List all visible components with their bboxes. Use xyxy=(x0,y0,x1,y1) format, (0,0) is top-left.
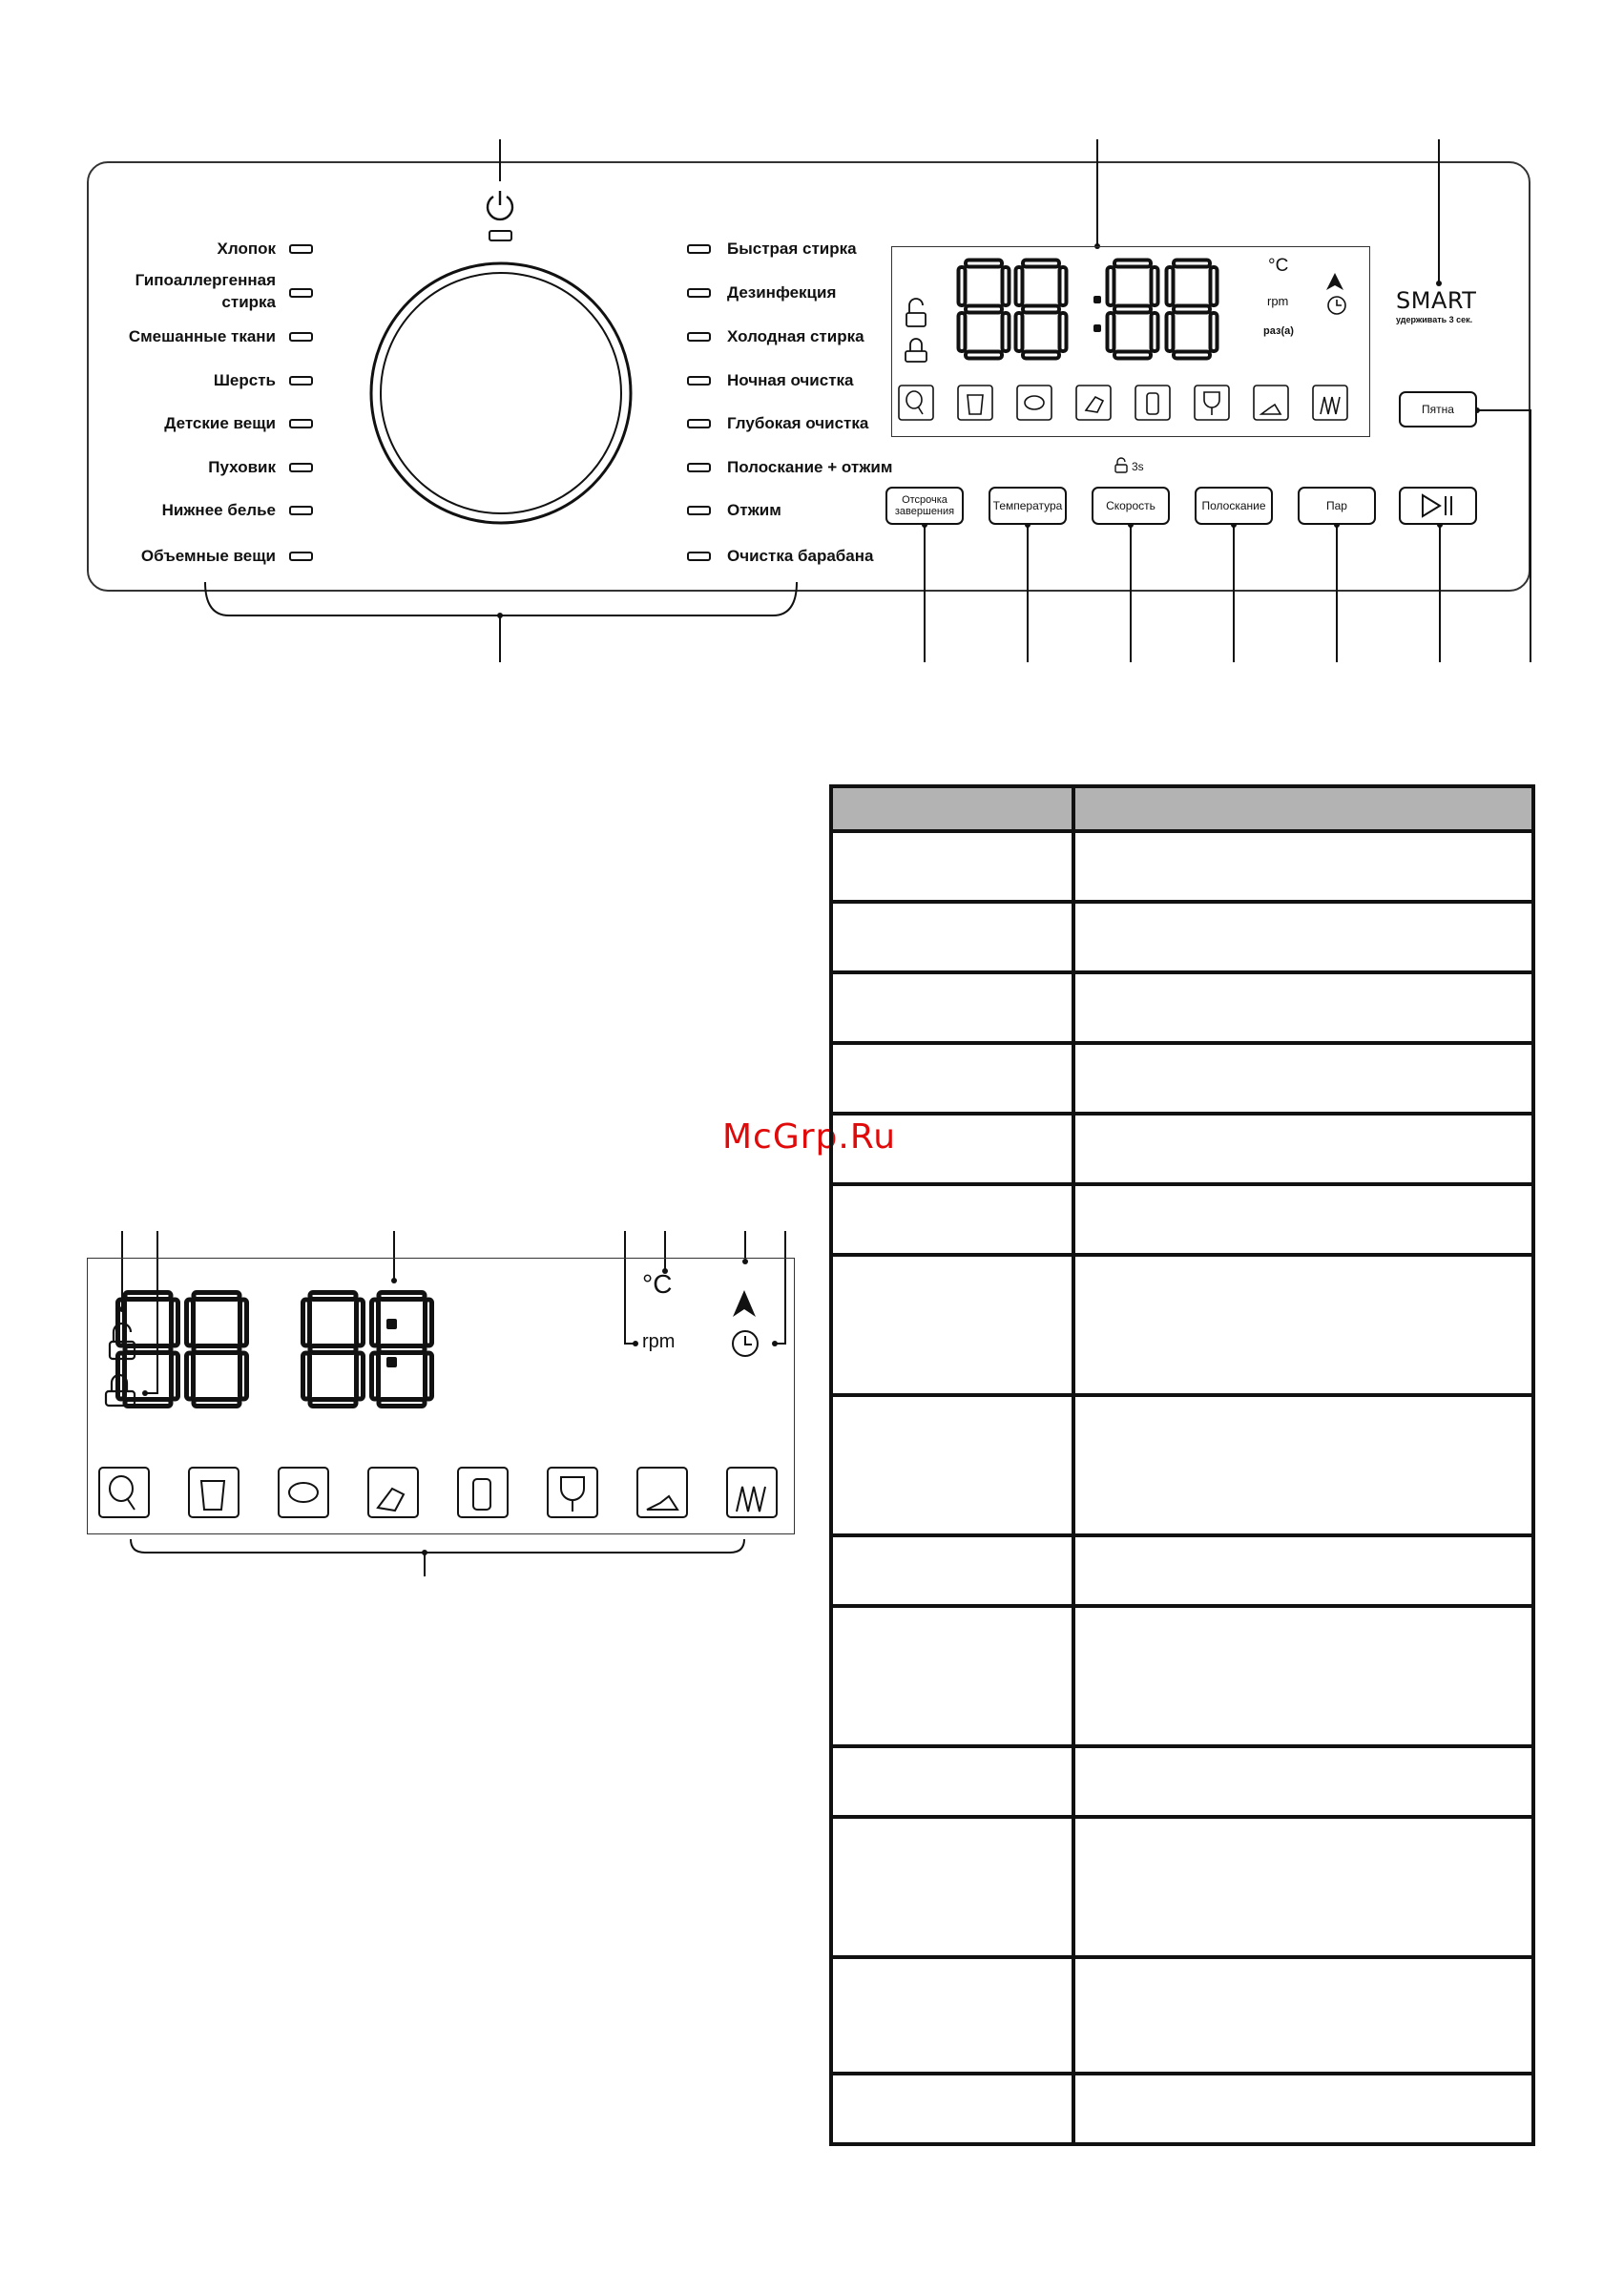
display-temp-unit: °C xyxy=(1268,256,1289,276)
program-label-wool: Шерсть xyxy=(213,371,276,389)
detail-display-graphics xyxy=(87,1258,795,1534)
table-row xyxy=(831,1606,1533,1746)
program-dial[interactable] xyxy=(367,260,635,527)
program-label-night: Ночная очистка xyxy=(727,371,854,389)
display-segment xyxy=(1114,261,1151,267)
detail-rpm-unit: rpm xyxy=(642,1331,676,1352)
auto-icon xyxy=(733,1290,756,1317)
program-label-down: Пуховик xyxy=(208,458,276,476)
program-led xyxy=(687,463,711,472)
program-led xyxy=(289,376,313,386)
display-segment xyxy=(1108,313,1114,351)
delay-finish-label-1: Отсрочка xyxy=(902,494,947,506)
display-segment xyxy=(1167,267,1174,305)
program-led xyxy=(289,506,313,515)
display-segment xyxy=(372,1300,379,1345)
display-segment xyxy=(1114,352,1151,359)
display-segment xyxy=(240,1353,247,1399)
program-label-rinse-spin: Полоскание + отжим xyxy=(727,458,893,476)
display-segment xyxy=(1016,313,1023,351)
display-segment xyxy=(1023,306,1059,313)
start-pause-button[interactable] xyxy=(1399,487,1477,525)
program-label-deep: Глубокая очистка xyxy=(727,414,869,432)
table-row xyxy=(831,972,1533,1043)
program-led xyxy=(687,552,711,561)
display-segment xyxy=(1167,313,1174,351)
program-led xyxy=(289,288,313,298)
display-speed-unit: rpm xyxy=(1267,294,1289,308)
display-segment xyxy=(172,1353,178,1399)
display-segment xyxy=(310,1293,356,1300)
table-row xyxy=(831,902,1533,972)
display-segment xyxy=(240,1300,247,1345)
delay-finish-button[interactable] xyxy=(885,487,964,525)
program-led xyxy=(289,332,313,342)
stains-button[interactable]: Пятна xyxy=(1399,391,1477,427)
display-segment xyxy=(1174,261,1210,267)
display-segment xyxy=(426,1353,432,1399)
display-segment xyxy=(1114,306,1151,313)
program-label-disinfection: Дезинфекция xyxy=(727,283,837,302)
display-segment xyxy=(1023,261,1059,267)
sauce-icon xyxy=(279,1468,328,1517)
table-row xyxy=(831,1817,1533,1957)
program-label-drum-clean: Очистка барабана xyxy=(727,547,874,565)
display-segment xyxy=(966,352,1002,359)
display-segment xyxy=(1152,267,1158,305)
program-label-baby: Детские вещи xyxy=(164,414,276,432)
program-led xyxy=(687,288,711,298)
table-row xyxy=(831,1114,1533,1184)
play-pause-icon xyxy=(1419,493,1457,518)
door-lock-icon xyxy=(906,339,927,362)
timer-icon xyxy=(733,1331,758,1356)
legend-table xyxy=(829,784,1535,2146)
display-segment xyxy=(959,267,966,305)
display-segment xyxy=(303,1353,310,1399)
power-led xyxy=(489,230,512,241)
display-segment xyxy=(1060,267,1067,305)
display-segment xyxy=(379,1346,425,1353)
display-segment xyxy=(1003,267,1010,305)
display-segment xyxy=(310,1400,356,1407)
display-segment xyxy=(187,1300,194,1345)
program-led xyxy=(289,552,313,561)
program-led xyxy=(289,419,313,428)
display-segment xyxy=(426,1300,432,1345)
display-segment xyxy=(966,261,1002,267)
program-led xyxy=(687,244,711,254)
display-segment xyxy=(125,1346,171,1353)
auto-icon xyxy=(1326,273,1343,290)
detail-temp-unit: °C xyxy=(642,1269,673,1299)
child-lock-icon xyxy=(1113,456,1132,475)
display-segment xyxy=(172,1300,178,1345)
program-label-spin: Отжим xyxy=(727,501,781,519)
drumstick-icon xyxy=(99,1468,149,1517)
timer-icon xyxy=(1328,297,1345,314)
display-rinse-unit: раз(а) xyxy=(1263,325,1294,337)
program-led xyxy=(687,376,711,386)
program-led xyxy=(289,463,313,472)
display-segment xyxy=(1023,352,1059,359)
display-segment xyxy=(966,306,1002,313)
program-label-cotton: Хлопок xyxy=(217,240,276,258)
display-segment xyxy=(357,1300,364,1345)
table-row xyxy=(831,1395,1533,1535)
display-segment xyxy=(372,1353,379,1399)
program-led xyxy=(687,332,711,342)
smart-hint: удерживать 3 сек. xyxy=(1396,315,1473,324)
display-segment xyxy=(125,1400,171,1407)
display-segment xyxy=(1211,267,1218,305)
program-label-cold: Холодная стирка xyxy=(727,327,864,345)
panel-display-graphics xyxy=(891,246,1368,437)
display-segment xyxy=(357,1353,364,1399)
display-segment xyxy=(194,1293,239,1300)
display-segment xyxy=(379,1293,425,1300)
display-segment xyxy=(1060,313,1067,351)
child-lock-icon xyxy=(906,299,926,326)
speed-button[interactable]: Скорость xyxy=(1092,487,1170,525)
display-segment xyxy=(1152,313,1158,351)
table-header-row xyxy=(831,786,1533,831)
program-label-mixed: Смешанные ткани xyxy=(128,327,276,345)
table-row xyxy=(831,1184,1533,1255)
display-segment xyxy=(125,1293,171,1300)
display-segment xyxy=(194,1400,239,1407)
table-row xyxy=(831,831,1533,902)
steam-button[interactable]: Пар xyxy=(1298,487,1376,525)
table-row xyxy=(831,2074,1533,2144)
table-row xyxy=(831,1957,1533,2074)
table-row xyxy=(831,1255,1533,1395)
program-label-hypoallergenic-2: стирка xyxy=(221,293,276,311)
delay-finish-label-2: завершения xyxy=(894,506,955,517)
display-segment xyxy=(1003,313,1010,351)
display-segment xyxy=(310,1346,356,1353)
table-row xyxy=(831,1535,1533,1606)
program-label-quick: Быстрая стирка xyxy=(727,240,857,258)
program-led xyxy=(687,506,711,515)
program-led xyxy=(289,244,313,254)
watermark: McGrp.Ru xyxy=(722,1117,897,1157)
table-row xyxy=(831,1043,1533,1114)
display-segment xyxy=(1016,267,1023,305)
display-segment xyxy=(959,313,966,351)
smart-title: SMART xyxy=(1396,287,1477,314)
display-segment xyxy=(303,1300,310,1345)
display-segment xyxy=(187,1353,194,1399)
display-segment xyxy=(1211,313,1218,351)
display-segment xyxy=(1108,267,1114,305)
temperature-button[interactable]: Температура xyxy=(989,487,1067,525)
display-segment xyxy=(379,1400,425,1407)
table-row xyxy=(831,1746,1533,1817)
lock-hint: 3s xyxy=(1132,460,1144,473)
display-segment xyxy=(1174,352,1210,359)
rinse-button[interactable]: Полоскание xyxy=(1195,487,1273,525)
program-led xyxy=(687,419,711,428)
power-icon[interactable] xyxy=(484,189,516,221)
program-label-bulky: Объемные вещи xyxy=(140,547,276,565)
display-segment xyxy=(1174,306,1210,313)
program-label-underwear: Нижнее белье xyxy=(161,501,276,519)
display-segment xyxy=(194,1346,239,1353)
program-label-hypoallergenic: Гипоаллергенная xyxy=(135,271,276,289)
